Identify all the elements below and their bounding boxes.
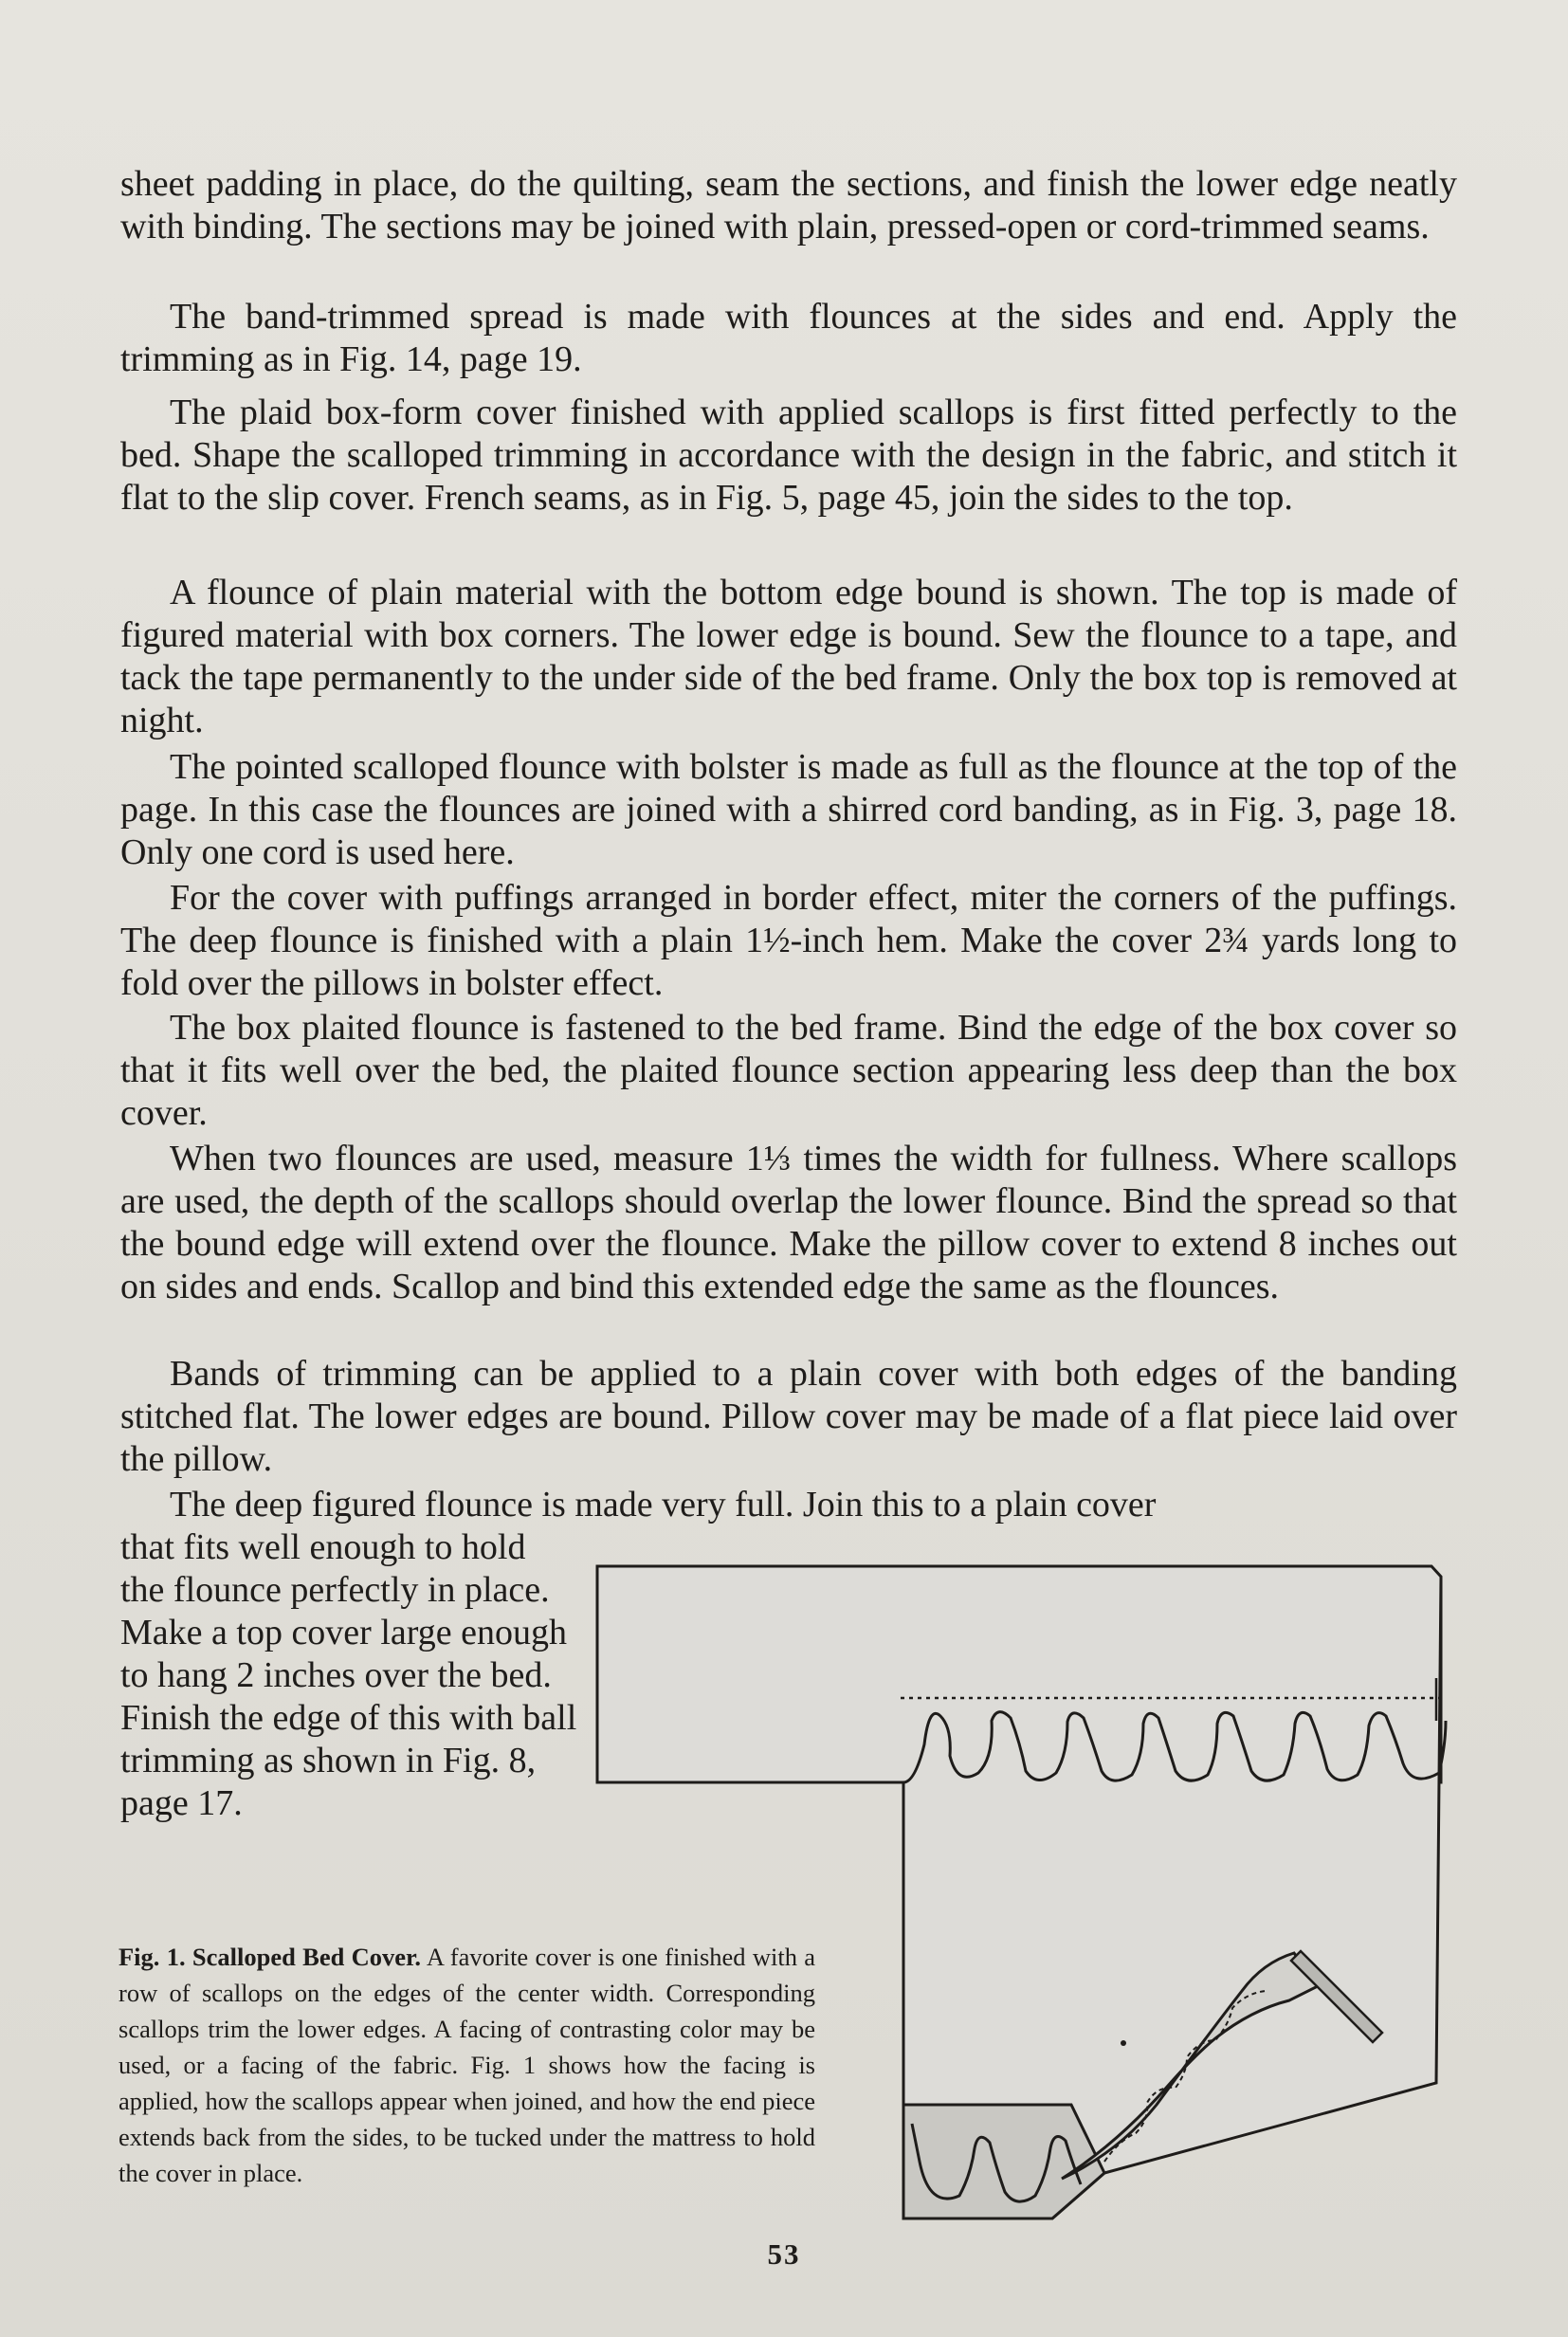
paragraph-1: sheet padding in place, do the quilting, seam the sections, and finish the lower edge neatly with binding. The sections may be joined with plain, pressed-open or cord-trimmed seams. <box>120 164 1457 246</box>
paragraph-7: The box plaited flounce is fastened to the bed frame. Bind the edge of the box cover so that it fits well over the bed, the plaited flounce section appearing less deep than the box cover. <box>120 1008 1457 1133</box>
paragraph-8: When two flounces are used, measure 1⅓ times the width for fullness. Where scallops are used, the depth of the scallops should overlap the lower flounce. Bind the spread so that the bound edge will extend over the flounce. Make the pillow cover to extend 8 inches out on sides and ends. Scallop and bind this extended edge the same as the flounces. <box>120 1139 1457 1306</box>
paragraph-10-wrapped: that fits well enough to hold the flounce perfectly in place. Make a top cover large enough to hang 2 inches over the bed. Finish the edge of this with ball trimming as shown in Fig. 8, page 17. <box>120 1527 577 1823</box>
caption-title: Fig. 1. Scalloped Bed Cover. <box>119 1943 421 1971</box>
paragraph-9: Bands of trimming can be applied to a plain cover with both edges of the banding stitched flat. The lower edges are bound. Pillow cover may be made of a flat piece laid over the pillow. <box>120 1354 1457 1479</box>
paragraph-3: The plaid box-form cover finished with applied scallops is first fitted perfectly to the bed. Shape the scalloped trimming in accordance with the design in the fabric, and stitch it flat to the slip cover. French seams, as in Fig. 5, page 45, join the sides to the top. <box>120 393 1457 518</box>
paragraph-6: For the cover with puffings arranged in border effect, miter the corners of the puffings. The deep flounce is finished with a plain 1½-inch hem. Make the cover 2¾ yards long to fold over the pillows in bolster effect. <box>120 878 1457 1003</box>
caption-text: A favorite cover is one finished with a row of scallops on the edges of the center width. Corresponding scallops trim the lower edges. A facing of contrasting color may be used, or a facing of the fabric. Fig. 1 shows how the facing is applied, how the scallops appear when joined, and how the end piece extends back from the sides, to be tucked under the mattress to hold the cover in place. <box>119 1943 816 2187</box>
paragraph-10: The deep figured flounce is made very full. Join this to a plain cover <box>170 1485 1157 1525</box>
paragraph-2: The band-trimmed spread is made with flounces at the sides and end. Apply the trimming as in Fig. 14, page 19. <box>120 297 1457 379</box>
figure-caption <box>119 1939 815 2191</box>
paragraph-5: The pointed scalloped flounce with bolster is made as full as the flounce at the top of the page. In this case the flounces are joined with a shirred cord banding, as in Fig. 3, page 18. Only one cord is used here. <box>120 747 1457 872</box>
paragraph-4: A flounce of plain material with the bottom edge bound is shown. The top is made of figured material with box corners. The lower edge is bound. Sew the flounce to a tape, and tack the tape permanently to the under side of the bed frame. Only the box top is removed at night. <box>120 573 1457 740</box>
page-number: 53 <box>767 2237 801 2271</box>
facing-strip <box>903 2105 1104 2218</box>
